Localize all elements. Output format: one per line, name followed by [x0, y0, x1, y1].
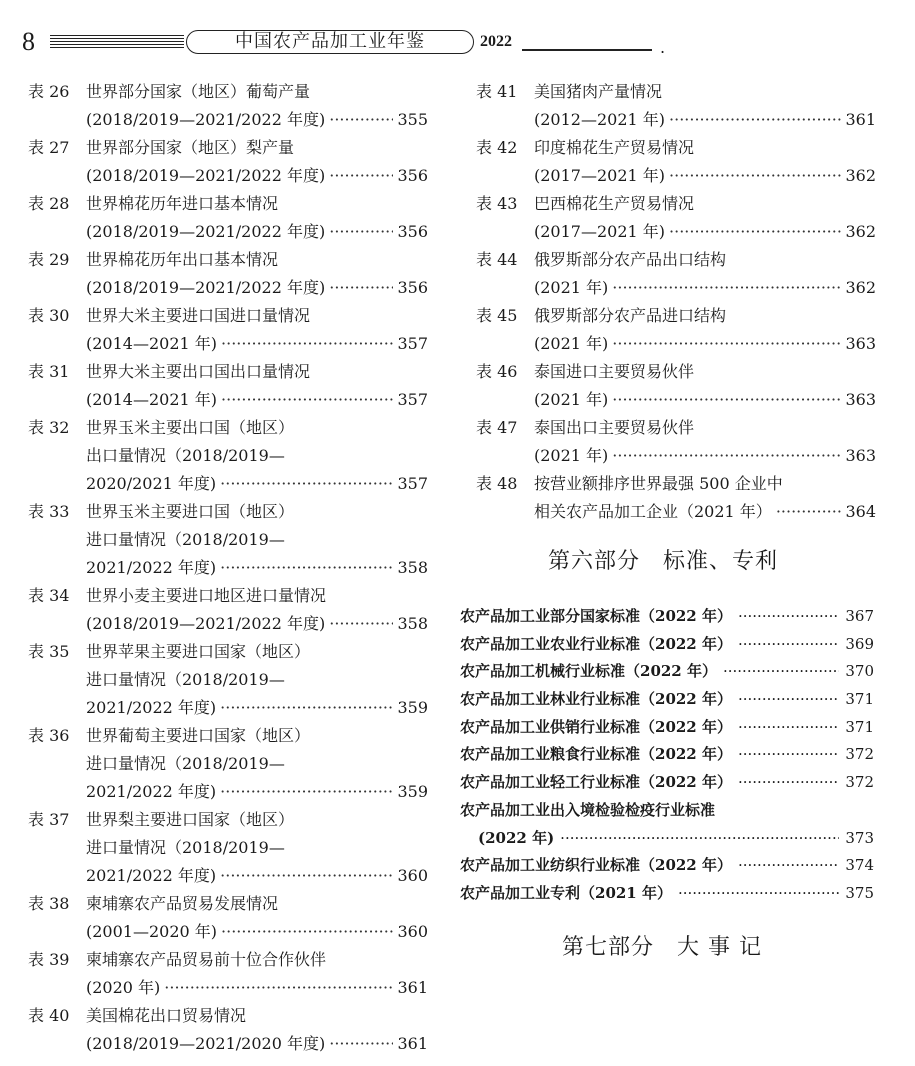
- entry-title-line: 进口量情况（2018/2019—: [86, 530, 285, 549]
- dot-leader: [612, 386, 841, 414]
- entry-title-tail: (2012—2021 年): [534, 110, 666, 129]
- dot-leader: [221, 330, 393, 358]
- toc-entry[interactable]: [28, 582, 428, 638]
- entry-last-line: [86, 106, 428, 134]
- entry-last-line: [534, 218, 876, 246]
- header-dot: .: [660, 38, 666, 57]
- entry-title-tail: (2017—2021 年): [534, 166, 666, 185]
- entry-title-line: 世界小麦主要进口地区进口量情况: [86, 586, 327, 605]
- toc-entry[interactable]: [476, 470, 876, 526]
- entry-title-tail: 2021/2022 年度): [86, 558, 217, 577]
- section6-title: 第六部分 标准、专利: [548, 549, 779, 574]
- entry-title-line: 进口量情况（2018/2019—: [86, 754, 285, 773]
- entry-title-line: 世界部分国家（地区）梨产量: [86, 138, 295, 157]
- entry-last-line: [86, 862, 428, 890]
- toc-entry[interactable]: [476, 134, 876, 190]
- header-rule: [522, 49, 652, 51]
- dot-leader: [560, 825, 839, 853]
- entry-title-line: 出口量情况（2018/2019—: [86, 446, 285, 465]
- page-ref: 362: [845, 278, 876, 297]
- standard-entry[interactable]: [460, 714, 874, 742]
- toc-entry[interactable]: [28, 806, 428, 890]
- entry-title-line: 世界苹果主要进口国家（地区）: [86, 642, 311, 661]
- standard-entry[interactable]: [460, 631, 874, 659]
- dot-leader: [612, 330, 841, 358]
- dot-leader: [738, 769, 839, 797]
- toc-entry[interactable]: [28, 890, 428, 946]
- page-ref: 361: [845, 110, 876, 129]
- entry-last-line: [86, 330, 428, 358]
- entry-title-line: 俄罗斯部分农产品出口结构: [534, 250, 727, 269]
- dot-leader: [776, 498, 842, 526]
- page-ref: 358: [397, 614, 428, 633]
- standard-title: 农产品加工业粮食行业标准（2022 年）: [460, 745, 732, 764]
- dot-leader: [329, 106, 393, 134]
- page-ref: 357: [397, 474, 428, 493]
- toc-entry[interactable]: [28, 414, 428, 498]
- entry-title-tail: (2021 年): [534, 446, 609, 465]
- entry-last-line: [86, 162, 428, 190]
- dot-leader: [738, 603, 839, 631]
- page-ref: 372: [845, 773, 874, 792]
- entry-title-line: 泰国进口主要贸易伙伴: [534, 362, 695, 381]
- entry-last-line: [534, 330, 876, 358]
- toc-left-column: [28, 78, 428, 1058]
- entry-last-line: [86, 1030, 428, 1058]
- entry-last-line: [534, 274, 876, 302]
- toc-entry[interactable]: [28, 190, 428, 246]
- page-ref: 370: [845, 662, 874, 681]
- page-ref: 362: [845, 166, 876, 185]
- dot-leader: [612, 274, 841, 302]
- entry-title-line: 世界玉米主要出口国（地区）: [86, 418, 295, 437]
- dot-leader: [669, 218, 841, 246]
- standard-entry[interactable]: [460, 825, 874, 853]
- table-label: 表 36: [28, 726, 70, 745]
- entry-title-line: 按营业额排序世界最强 500 企业中: [534, 474, 783, 493]
- page-ref: 363: [845, 446, 876, 465]
- entry-last-line: [534, 386, 876, 414]
- standard-title: 农产品加工业供销行业标准（2022 年）: [460, 717, 732, 736]
- entry-title-tail: 2021/2022 年度): [86, 782, 217, 801]
- entry-title-tail: 相关农产品加工企业（2021 年）: [534, 502, 772, 521]
- dot-leader: [329, 162, 393, 190]
- table-label: 表 46: [476, 362, 518, 381]
- entry-title-tail: 2021/2022 年度): [86, 866, 217, 885]
- entry-title-line: 世界玉米主要进口国（地区）: [86, 502, 295, 521]
- dot-leader: [221, 918, 393, 946]
- page-ref: 358: [397, 558, 428, 577]
- standard-entry[interactable]: [460, 797, 874, 825]
- standard-entry[interactable]: [460, 603, 874, 631]
- page-ref: 355: [397, 110, 428, 129]
- table-label: 表 38: [28, 894, 70, 913]
- yearbook-year: 2022: [480, 33, 512, 50]
- table-label: 表 48: [476, 474, 518, 493]
- dot-leader: [329, 610, 393, 638]
- table-label: 表 43: [476, 194, 518, 213]
- entry-title-line: 美国棉花出口贸易情况: [86, 1006, 247, 1025]
- dot-leader: [329, 1030, 393, 1058]
- table-label: 表 31: [28, 362, 70, 381]
- toc-entry[interactable]: [28, 946, 428, 1002]
- dot-leader: [669, 162, 841, 190]
- entry-title-line: 巴西棉花生产贸易情况: [534, 194, 695, 213]
- standard-title: 农产品加工业出入境检验检疫行业标准: [460, 800, 716, 819]
- toc-entry[interactable]: [476, 358, 876, 414]
- table-label: 表 47: [476, 418, 518, 437]
- page-ref: 359: [397, 782, 428, 801]
- page-ref: 373: [845, 828, 874, 847]
- standard-title: 农产品加工业农业行业标准（2022 年）: [460, 634, 732, 653]
- table-label: 表 45: [476, 306, 518, 325]
- standard-entry[interactable]: [460, 741, 874, 769]
- entry-last-line: [86, 610, 428, 638]
- page-ref: 362: [845, 222, 876, 241]
- entry-title-line: 柬埔寨农产品贸易发展情况: [86, 894, 279, 913]
- entry-title-line: 俄罗斯部分农产品进口结构: [534, 306, 727, 325]
- entry-last-line: [86, 470, 428, 498]
- entry-last-line: [86, 386, 428, 414]
- dot-leader: [220, 470, 393, 498]
- entry-title-line: 印度棉花生产贸易情况: [534, 138, 695, 157]
- entry-last-line: [534, 106, 876, 134]
- entry-title-line: 世界棉花历年进口基本情况: [86, 194, 279, 213]
- toc-entry[interactable]: [28, 134, 428, 190]
- dot-leader: [221, 386, 393, 414]
- page-ref: 356: [397, 278, 428, 297]
- entry-last-line: [86, 554, 428, 582]
- toc-entry[interactable]: [28, 302, 428, 358]
- toc-entry[interactable]: [476, 78, 876, 134]
- standard-entry[interactable]: [460, 852, 874, 880]
- table-label: 表 42: [476, 138, 518, 157]
- entry-title-tail: (2021 年): [534, 390, 609, 409]
- entry-last-line: [86, 778, 428, 806]
- entry-title-tail: (2021 年): [534, 334, 609, 353]
- standard-entry[interactable]: [460, 658, 874, 686]
- toc-entry[interactable]: [476, 302, 876, 358]
- entry-title-tail: (2018/2019—2021/2022 年度): [86, 222, 326, 241]
- standard-entry[interactable]: [460, 769, 874, 797]
- page-ref: 357: [397, 334, 428, 353]
- entry-title-line: 美国猪肉产量情况: [534, 82, 663, 101]
- page-ref: 361: [397, 978, 428, 997]
- entry-last-line: [86, 918, 428, 946]
- page-ref: 364: [845, 502, 876, 521]
- entry-last-line: [86, 274, 428, 302]
- entry-title-tail: (2018/2019—2021/2022 年度): [86, 278, 326, 297]
- page-ref: 356: [397, 222, 428, 241]
- dot-leader: [220, 694, 393, 722]
- table-label: 表 34: [28, 586, 70, 605]
- dot-leader: [329, 274, 393, 302]
- standard-entry[interactable]: [460, 880, 874, 908]
- table-label: 表 32: [28, 418, 70, 437]
- dot-leader: [678, 880, 839, 908]
- entry-title-line: 世界部分国家（地区）葡萄产量: [86, 82, 311, 101]
- page-ref: 375: [845, 883, 874, 902]
- toc-entry[interactable]: [476, 414, 876, 470]
- page-ref: 371: [845, 717, 874, 736]
- entry-title-tail: (2020 年): [86, 978, 161, 997]
- toc-entry[interactable]: [28, 78, 428, 134]
- entry-title-line: 进口量情况（2018/2019—: [86, 670, 285, 689]
- page-ref: 361: [397, 1034, 428, 1053]
- page-ref: 363: [845, 390, 876, 409]
- toc-entry[interactable]: [28, 638, 428, 722]
- page-number: 8: [22, 27, 35, 56]
- page-ref: 359: [397, 698, 428, 717]
- page-ref: 371: [845, 690, 874, 709]
- entry-title-line: 世界棉花历年出口基本情况: [86, 250, 279, 269]
- standard-title: 农产品加工业纺织行业标准（2022 年）: [460, 856, 732, 875]
- standard-title: 农产品加工业专利（2021 年）: [460, 883, 672, 902]
- table-label: 表 28: [28, 194, 70, 213]
- toc-right-column: [476, 78, 876, 526]
- entry-title-line: 进口量情况（2018/2019—: [86, 838, 285, 857]
- entry-title-tail: (2018/2019—2021/2022 年度): [86, 110, 326, 129]
- dot-leader: [723, 658, 839, 686]
- dot-leader: [738, 741, 839, 769]
- table-label: 表 40: [28, 1006, 70, 1025]
- page-ref: 369: [845, 634, 874, 653]
- entry-title-tail: (2018/2019—2021/2020 年度): [86, 1034, 326, 1053]
- dot-leader: [738, 631, 839, 659]
- entry-last-line: [86, 218, 428, 246]
- standard-title: 农产品加工业林业行业标准（2022 年）: [460, 690, 732, 709]
- dot-leader: [220, 862, 393, 890]
- entry-title-tail: (2014—2021 年): [86, 390, 218, 409]
- dot-leader: [669, 106, 841, 134]
- standards-list: [460, 603, 874, 908]
- header-decorative-lines: [50, 35, 184, 49]
- toc-entry[interactable]: [28, 246, 428, 302]
- entry-title-tail: (2001—2020 年): [86, 922, 218, 941]
- section7-title: 第七部分 大 事 记: [562, 935, 762, 960]
- entry-title-tail: (2021 年): [534, 278, 609, 297]
- toc-entry[interactable]: [28, 498, 428, 582]
- table-label: 表 33: [28, 502, 70, 521]
- entry-title-tail: (2018/2019—2021/2022 年度): [86, 166, 326, 185]
- standard-title: 农产品加工业部分国家标准（2022 年）: [460, 607, 732, 625]
- entry-title-line: 泰国出口主要贸易伙伴: [534, 418, 695, 437]
- entry-last-line: [86, 974, 428, 1002]
- dot-leader: [738, 714, 839, 742]
- table-label: 表 44: [476, 250, 518, 269]
- table-label: 表 37: [28, 810, 70, 829]
- table-label: 表 35: [28, 642, 70, 661]
- toc-entry[interactable]: [476, 246, 876, 302]
- dot-leader: [220, 554, 393, 582]
- entry-last-line: [534, 162, 876, 190]
- entry-title-tail: (2018/2019—2021/2022 年度): [86, 614, 326, 633]
- dot-leader: [164, 974, 393, 1002]
- standard-entry[interactable]: [460, 686, 874, 714]
- entry-last-line: [534, 442, 876, 470]
- page-ref: 356: [397, 166, 428, 185]
- table-label: 表 29: [28, 250, 70, 269]
- table-label: 表 26: [28, 82, 70, 101]
- entry-title-tail: (2014—2021 年): [86, 334, 218, 353]
- page-header: [0, 0, 915, 60]
- page-ref: 374: [845, 856, 874, 875]
- page-ref: 360: [397, 866, 428, 885]
- entry-title-tail: 2020/2021 年度): [86, 474, 217, 493]
- toc-entry[interactable]: [28, 358, 428, 414]
- page-ref: 367: [845, 607, 874, 625]
- table-label: 表 30: [28, 306, 70, 325]
- standard-title: (2022 年): [478, 828, 555, 847]
- page-ref: 357: [397, 390, 428, 409]
- page-ref: 372: [845, 745, 874, 764]
- page-ref: 360: [397, 922, 428, 941]
- dot-leader: [738, 686, 839, 714]
- dot-leader: [738, 852, 839, 880]
- standard-title: 农产品加工机械行业标准（2022 年）: [460, 662, 717, 681]
- toc-entry[interactable]: [476, 190, 876, 246]
- table-label: 表 39: [28, 950, 70, 969]
- entry-title-tail: (2017—2021 年): [534, 222, 666, 241]
- dot-leader: [329, 218, 393, 246]
- standard-title: 农产品加工业轻工行业标准（2022 年）: [460, 773, 732, 792]
- table-label: 表 27: [28, 138, 70, 157]
- dot-leader: [612, 442, 841, 470]
- dot-leader: [220, 778, 393, 806]
- entry-title-line: 世界大米主要进口国进口量情况: [86, 306, 311, 325]
- entry-title-line: 世界梨主要进口国家（地区）: [86, 810, 295, 829]
- entry-title-line: 世界葡萄主要进口国家（地区）: [86, 726, 311, 745]
- yearbook-title-banner: 中国农产品加工业年鉴: [186, 30, 474, 54]
- entry-title-line: 世界大米主要出口国出口量情况: [86, 362, 311, 381]
- entry-last-line: [86, 694, 428, 722]
- page-ref: 363: [845, 334, 876, 353]
- entry-title-tail: 2021/2022 年度): [86, 698, 217, 717]
- table-label: 表 41: [476, 82, 518, 101]
- entry-title-line: 柬埔寨农产品贸易前十位合作伙伴: [86, 950, 327, 969]
- toc-entry[interactable]: [28, 722, 428, 806]
- toc-entry[interactable]: [28, 1002, 428, 1058]
- entry-last-line: [534, 498, 876, 526]
